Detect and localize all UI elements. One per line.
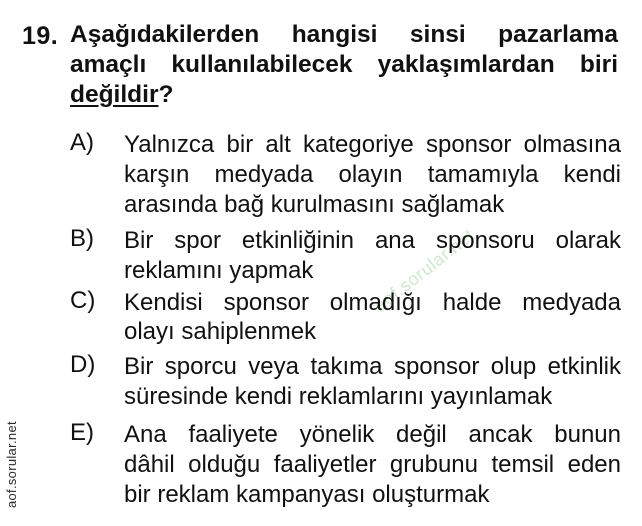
question-line-2: amaçlı kullanılabilecek yaklaşımlardan biri <box>70 51 618 78</box>
option-e-letter[interactable]: E) <box>70 419 94 446</box>
option-d-line-1[interactable]: Bir sporcu veya takıma sponsor olup etkinlik <box>124 353 621 380</box>
option-c-line-1[interactable]: Kendisi sponsor olmadığı halde medyada <box>124 289 621 316</box>
option-d-letter[interactable]: D) <box>70 351 96 378</box>
option-d-line-2[interactable]: süresinde kendi reklamlarını yayınlamak <box>124 383 553 410</box>
option-e-line-1[interactable]: Ana faaliyete yönelik değil ancak bunun <box>124 421 621 448</box>
option-a-letter[interactable]: A) <box>70 129 94 156</box>
question-negation-word: değildir <box>70 81 159 108</box>
option-b-letter[interactable]: B) <box>70 225 94 252</box>
option-e-line-3[interactable]: bir reklam kampanyası oluşturmak <box>124 481 490 508</box>
watermark-center: aof.sorular.net <box>370 225 479 316</box>
option-a-line-3[interactable]: arasında bağ kurulmasını sağlamak <box>124 191 505 218</box>
option-b-line-1[interactable]: Bir spor etkinliğinin ana sponsoru olarak <box>124 227 621 254</box>
question-line-3 <box>70 80 618 110</box>
option-a-line-2[interactable]: karşın medyada olayın tamamıyla kendi <box>124 161 621 188</box>
question-number: 19. <box>22 22 59 50</box>
option-a-line-1[interactable]: Yalnızca bir alt kategoriye sponsor olmasına <box>124 131 621 158</box>
question-line-1: Aşağıdakilerden hangisi sinsi pazarlama <box>70 21 618 48</box>
option-e-line-2[interactable]: dâhil olduğu faaliyetler grubunu temsil eden <box>124 451 621 478</box>
option-c-line-2[interactable]: olayı sahiplenmek <box>124 318 317 345</box>
question-mark: ? <box>158 81 174 108</box>
option-b-line-2[interactable]: reklamını yapmak <box>124 257 314 284</box>
option-c-letter[interactable]: C) <box>70 287 96 314</box>
watermark-side: aof.sorular.net <box>4 421 19 508</box>
